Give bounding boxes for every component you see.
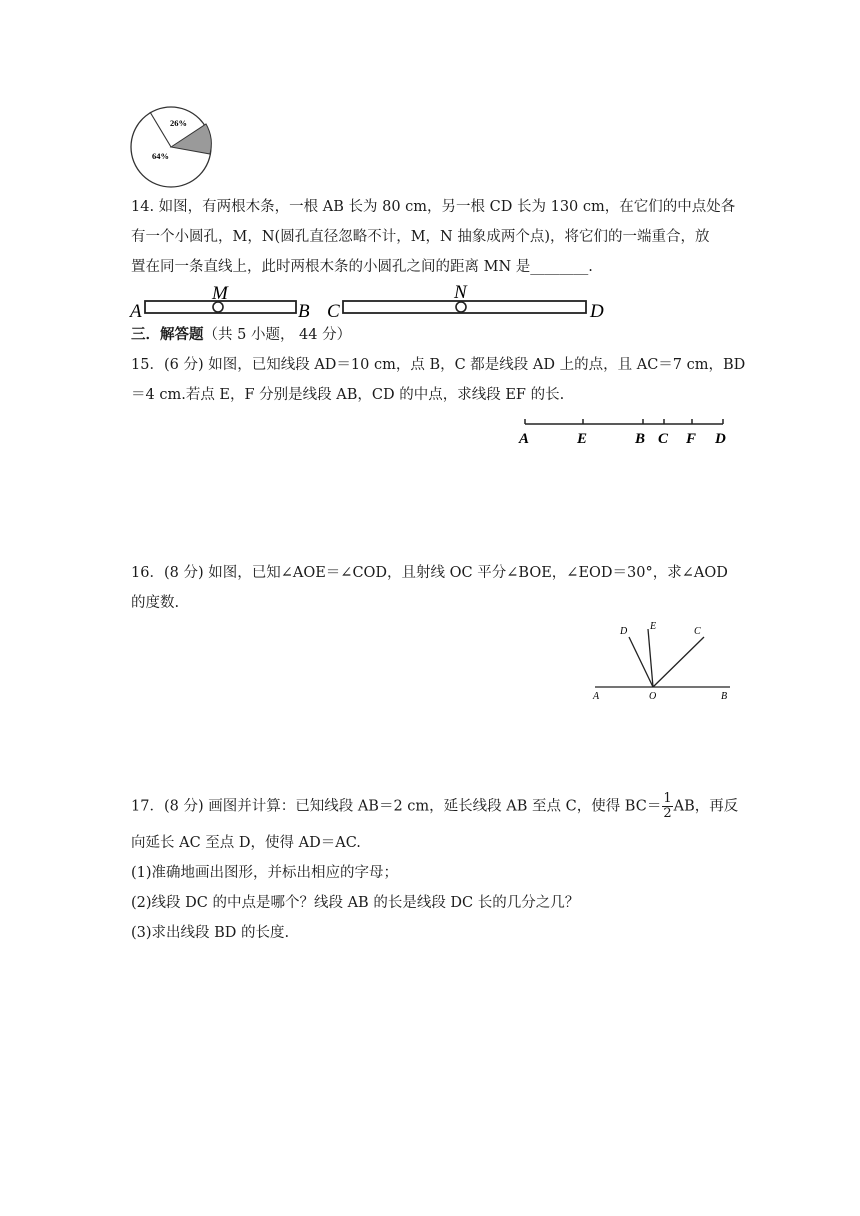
label-b: B xyxy=(635,431,646,447)
label-e: E xyxy=(650,621,657,632)
q15-line-2: ＝4 cm.若点 E，F 分别是线段 AB，CD 的中点，求线段 EF 的长. xyxy=(131,387,565,403)
q17-sub-3: (3)求出线段 BD 的长度. xyxy=(131,925,290,941)
label-c: C xyxy=(658,431,669,447)
q16-line-1: 16．(8 分) 如图，已知∠AOE＝∠COD，且射线 OC 平分∠BOE，∠EOD＝30°，求∠AOD xyxy=(131,565,728,581)
q16-line-2: 的度数. xyxy=(131,595,180,611)
label-a: A xyxy=(130,301,142,320)
label-d: D xyxy=(715,431,726,447)
q14-line-3: 置在同一条直线上，此时两根木条的小圆孔之间的距离 MN 是________. xyxy=(131,259,593,275)
hole-n xyxy=(456,302,466,312)
q14-figure xyxy=(128,282,618,320)
q17-sub-1: (1)准确地画出图形，并标出相应的字母； xyxy=(131,865,399,881)
section-3-title: 三．解答题 xyxy=(131,326,204,343)
fraction-numerator: 1 xyxy=(663,791,672,806)
label-n: N xyxy=(454,282,467,303)
section-3-note: （共 5 小题， 44 分） xyxy=(203,327,352,343)
pie-label-bottom: 64% xyxy=(152,151,169,161)
label-e: E xyxy=(577,431,588,447)
q14-line-1: 14. 如图，有两根木条，一根 AB 长为 80 cm，另一根 CD 长为 130 cm，在它们的中点处各 xyxy=(131,199,736,215)
q17-sub-2: (2)线段 DC 的中点是哪个？线段 AB 的长是线段 DC 长的几分之几？ xyxy=(131,895,580,911)
label-o: O xyxy=(649,691,657,702)
q17-line-1-start: 17．(8 分) 画图并计算：已知线段 AB＝2 cm，延长线段 AB 至点 C，使得 BC＝ xyxy=(131,798,662,815)
pie-figure xyxy=(128,104,218,190)
fraction-denominator: 2 xyxy=(663,806,672,821)
fraction-one-half xyxy=(662,792,672,821)
pie-label-top: 26% xyxy=(170,118,187,128)
q16-figure xyxy=(588,616,738,702)
label-c: C xyxy=(327,301,340,320)
q15-figure xyxy=(515,414,735,448)
label-f: F xyxy=(686,431,697,447)
ray-oc xyxy=(653,637,704,687)
q17-line-1-end: AB，再反 xyxy=(673,798,739,815)
section-3-heading xyxy=(131,324,351,346)
label-d: D xyxy=(590,301,604,320)
q15-line-1: 15．(6 分) 如图，已知线段 AD＝10 cm，点 B，C 都是线段 AD 上的点，且 AC＝7 cm，BD xyxy=(131,357,746,373)
q17-line-2: 向延长 AC 至点 D，使得 AD＝AC. xyxy=(131,835,361,851)
q17-line-1 xyxy=(131,792,738,821)
label-a: A xyxy=(519,431,530,447)
label-m: M xyxy=(212,283,228,304)
label-d: D xyxy=(620,626,628,637)
q14-line-2: 有一个小圆孔，M，N(圆孔直径忽略不计，M，N 抽象成两个点)，将它们的一端重合，放 xyxy=(131,229,710,245)
label-c: C xyxy=(694,626,701,637)
label-a: A xyxy=(593,691,600,702)
label-b: B xyxy=(298,301,310,320)
label-b: B xyxy=(721,691,728,702)
